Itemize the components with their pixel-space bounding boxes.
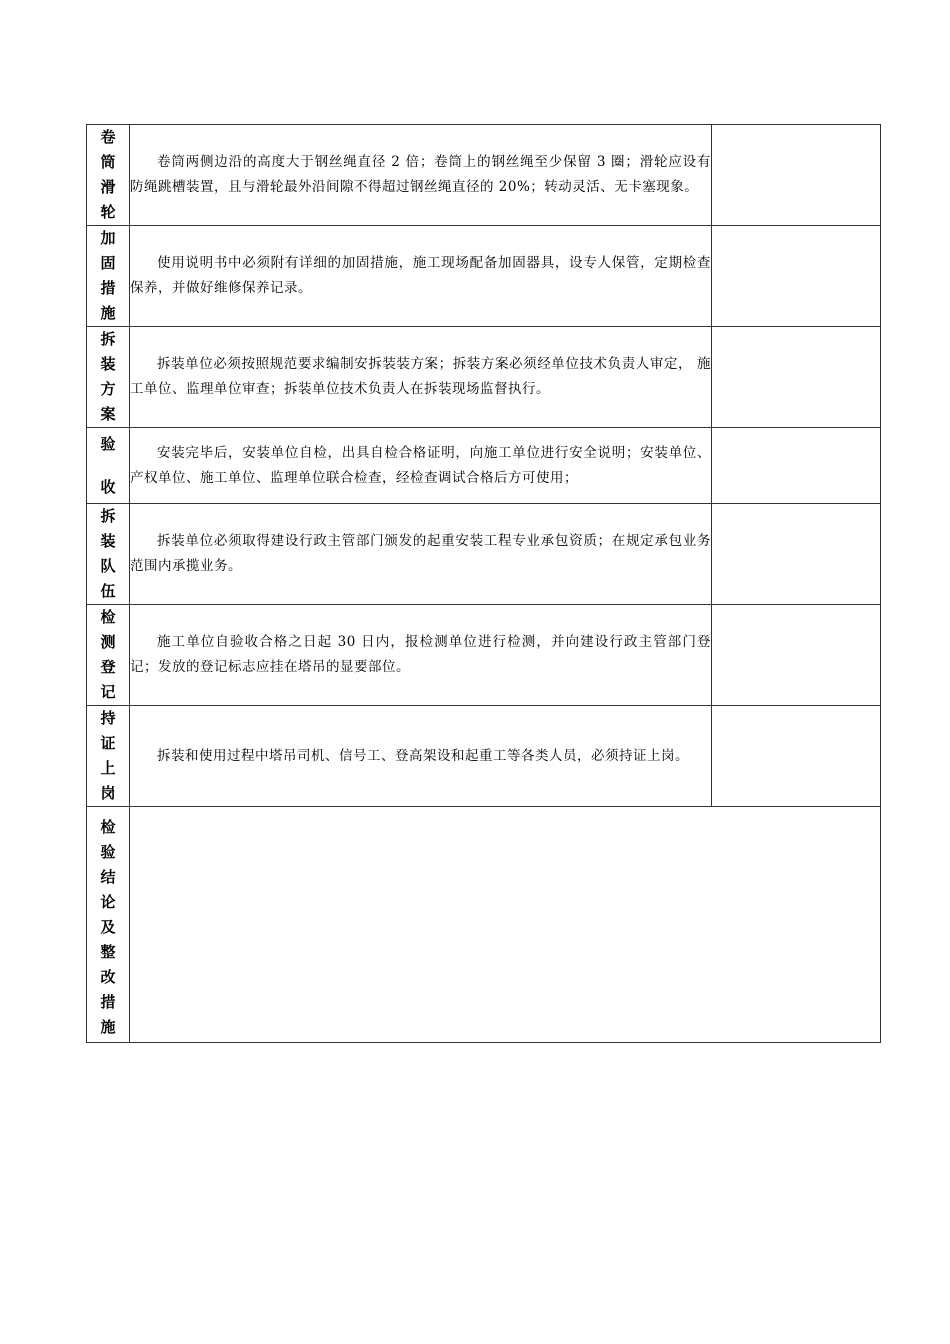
- table-row: [87, 428, 881, 504]
- table-row: [87, 706, 881, 807]
- row-label-inspection-registration: 检 测 登 记: [87, 605, 130, 706]
- result-cell[interactable]: [712, 125, 881, 226]
- row-content: 安装完毕后，安装单位自检，出具自检合格证明，向施工单位进行安全说明；安装单位、产权单位、施工单位、监理单位联合检查，经检查调试合格后方可使用；: [130, 428, 712, 504]
- result-cell[interactable]: [712, 428, 881, 504]
- row-content: 拆装单位必须取得建设行政主管部门颁发的起重安装工程专业承包资质；在规定承包业务范围内承揽业务。: [130, 504, 712, 605]
- row-label-disassembly-team: 拆 装 队 伍: [87, 504, 130, 605]
- row-content: 拆装和使用过程中塔吊司机、信号工、登高架设和起重工等各类人员，必须持证上岗。: [130, 706, 712, 807]
- table-row: [87, 504, 881, 605]
- row-label-certified-personnel: 持 证 上 岗: [87, 706, 130, 807]
- row-label-drum-pulley: 卷 筒 滑 轮: [87, 125, 130, 226]
- result-cell[interactable]: [712, 327, 881, 428]
- result-cell[interactable]: [712, 605, 881, 706]
- result-cell[interactable]: [712, 706, 881, 807]
- result-cell[interactable]: [712, 226, 881, 327]
- table-row: [87, 605, 881, 706]
- conclusion-row: [87, 807, 881, 1043]
- row-content: 拆装单位必须按照规范要求编制安拆装装方案；拆装方案必须经单位技术负责人审定， 施工单位、监理单位审查；拆装单位技术负责人在拆装现场监督执行。: [130, 327, 712, 428]
- row-content: 卷筒两侧边沿的高度大于钢丝绳直径 2 倍；卷筒上的钢丝绳至少保留 3 圈；滑轮应设有防绳跳槽装置，且与滑轮最外沿间隙不得超过钢丝绳直径的 20%；转动灵活、无卡塞现象。: [130, 125, 712, 226]
- row-content: 使用说明书中必须附有详细的加固措施，施工现场配备加固器具，设专人保管，定期检查保养，并做好维修保养记录。: [130, 226, 712, 327]
- result-cell[interactable]: [712, 504, 881, 605]
- table-row: [87, 226, 881, 327]
- row-label-conclusion: 检 验 结 论 及 整 改 措 施: [87, 807, 130, 1043]
- conclusion-content-cell[interactable]: [130, 807, 881, 1043]
- row-label-disassembly-plan: 拆 装 方 案: [87, 327, 130, 428]
- table-row: [87, 327, 881, 428]
- table-row: [87, 125, 881, 226]
- inspection-table: [86, 124, 881, 1043]
- row-label-acceptance: 验 收: [87, 428, 130, 504]
- row-label-reinforcement: 加 固 措 施: [87, 226, 130, 327]
- row-content: 施工单位自验收合格之日起 30 日内，报检测单位进行检测，并向建设行政主管部门登记；发放的登记标志应挂在塔吊的显要部位。: [130, 605, 712, 706]
